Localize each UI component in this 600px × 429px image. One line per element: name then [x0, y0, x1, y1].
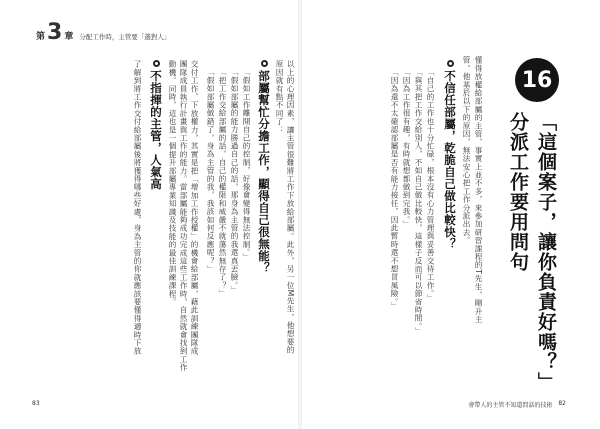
left-para1-line1: 以上的心理因素，讓主管很難將工作下放給部屬。此外，另一位M先生，他想要的: [286, 60, 295, 355]
bullet-icon: [153, 60, 160, 67]
left-para2-line3: 動機。同時，這也是一個提升部屬專業知識及技能的最佳訓練課程。: [168, 60, 177, 306]
left-para1-line2: 原因就有點不同了：: [275, 60, 284, 134]
right-footer: [468, 400, 566, 409]
quote1-2: 「與其把工作交給別人，不如自己做比較快，這樣子反而可以節省時間。」: [414, 68, 423, 335]
page-gutter: [298, 0, 302, 429]
quote2-4: 「假如部屬做錯了，身為主管的我，我該如何反應呢？」: [206, 68, 215, 273]
left-para3-line1: 了解到將工作交付給部屬後將獲得哪些好處，身為主管的你就應該要懂得適時下放: [133, 60, 142, 356]
quote1-3: 「因為工作很有趣，有時就想都做到完我。」: [402, 68, 411, 229]
bullet-icon: [447, 60, 454, 67]
chapter-header: [36, 22, 170, 44]
quote2-1: 「假如工作離開自己的控制，好像會變得無法控制。」: [242, 68, 251, 261]
chapter-prefix: 第: [36, 32, 46, 42]
right-intro-line2: 管，他基於以下的原因，無法安心把工作分派出去。: [462, 56, 471, 245]
bullet-icon: [261, 60, 268, 67]
section-number: 16: [521, 67, 553, 93]
quote2-3: 「把工作交給部屬的話，自己的權限和威嚴不就蕩然無存了？」: [218, 68, 227, 298]
quote1-4: 「因為還不太確認部屬是否有能力接任，因此暫時還不想冒風險。」: [390, 68, 399, 311]
section-number-badge: [515, 58, 559, 102]
right-page-number: 82: [558, 400, 566, 407]
section-title-line2: 分派工作要用問句: [507, 112, 529, 272]
heading-3-text: 不指揮的主管，人氣高: [149, 70, 163, 190]
chapter-number: 3: [47, 20, 63, 45]
heading-1: [444, 60, 456, 250]
section-title-line1: 「這個案子，讓你負責好嗎？」: [535, 112, 557, 392]
chapter-suffix: 章: [64, 32, 74, 42]
book-title: 會帶人的主管不知道問話的技術: [468, 402, 553, 409]
quote2-2: 「假如部屬的能力勝過自己的話，那身為主管的我還真丟臉。」: [230, 68, 239, 294]
right-intro-line1: 懂得放權給部屬的主管，事實上並不多，來參加研習課程的T先生，剛升主: [474, 56, 483, 324]
quote1-1: 「自己的工作也十分忙碌，根本沒有心力管理與妥善交待工作。」: [426, 68, 435, 302]
heading-2-text: 部屬幫忙分擔工作，顯得自己很無能？: [257, 70, 271, 274]
heading-2: [258, 60, 270, 274]
left-para2-line1: 交付工作、下放權力，其實是把「增加工作授權」的機會給部屬，藉此訓練團隊成: [190, 60, 199, 356]
heading-1-text: 不信任部屬，乾脆自己做比較快？: [443, 70, 457, 250]
chapter-title: 分配工作時，主管要「選對人」: [79, 33, 171, 41]
left-para2-line2: 團隊成員執行計畫與工作的能力。當部屬能夠成功完成這些工作時，自然就會找到工作: [179, 60, 188, 372]
heading-3: [150, 60, 162, 190]
left-page-number: 83: [32, 400, 40, 407]
